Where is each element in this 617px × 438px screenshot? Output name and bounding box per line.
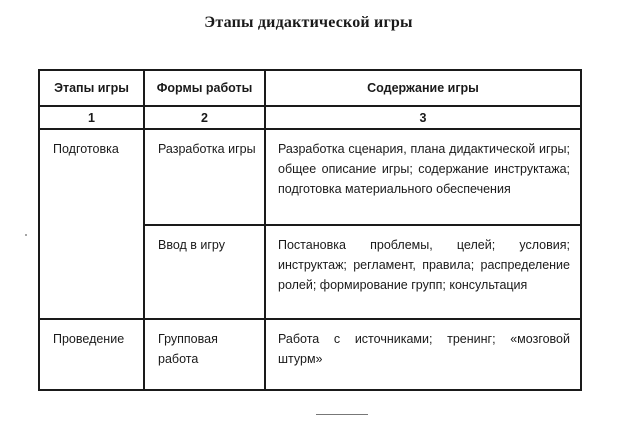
- column-number-1: 1: [39, 106, 144, 129]
- form-label: Ввод в игру: [158, 238, 225, 252]
- stage-cell: [39, 319, 144, 390]
- column-number-3: 3: [265, 106, 581, 129]
- column-header-content: Содержание игры: [265, 70, 581, 106]
- stages-table: [38, 69, 582, 391]
- content-cell: [265, 225, 581, 319]
- page-title: Этапы дидактической игры: [204, 14, 413, 31]
- form-label: Разработка игры: [158, 142, 256, 156]
- stage-cell: [39, 129, 144, 319]
- scan-speck: [25, 234, 27, 236]
- header-row: [39, 70, 581, 106]
- number-row: [39, 106, 581, 129]
- stage-label: Подготовка: [53, 142, 119, 156]
- form-cell: [144, 225, 265, 319]
- content-cell: [265, 319, 581, 390]
- table-row: [39, 319, 581, 390]
- form-cell: [144, 129, 265, 225]
- form-cell: [144, 319, 265, 390]
- content-label: Разработка сценария, плана дидактической игры; общее описание игры; содержание инструктажа; подготовка материального обеспечения: [278, 142, 570, 196]
- table-row: [39, 129, 581, 225]
- column-header-stage: Этапы игры: [39, 70, 144, 106]
- column-number-2: 2: [144, 106, 265, 129]
- footer-divider: [316, 414, 368, 415]
- content-cell: [265, 129, 581, 225]
- stage-label: Проведение: [53, 332, 125, 346]
- form-label: Групповая работа: [158, 332, 218, 366]
- content-label: Постановка проблемы, целей; условия; инструктаж; регламент, правила; распределение ролей; формирование групп; консультация: [278, 238, 570, 292]
- content-label: Работа с источниками; тренинг; «мозговой штурм»: [278, 332, 570, 366]
- column-header-form: Формы работы: [144, 70, 265, 106]
